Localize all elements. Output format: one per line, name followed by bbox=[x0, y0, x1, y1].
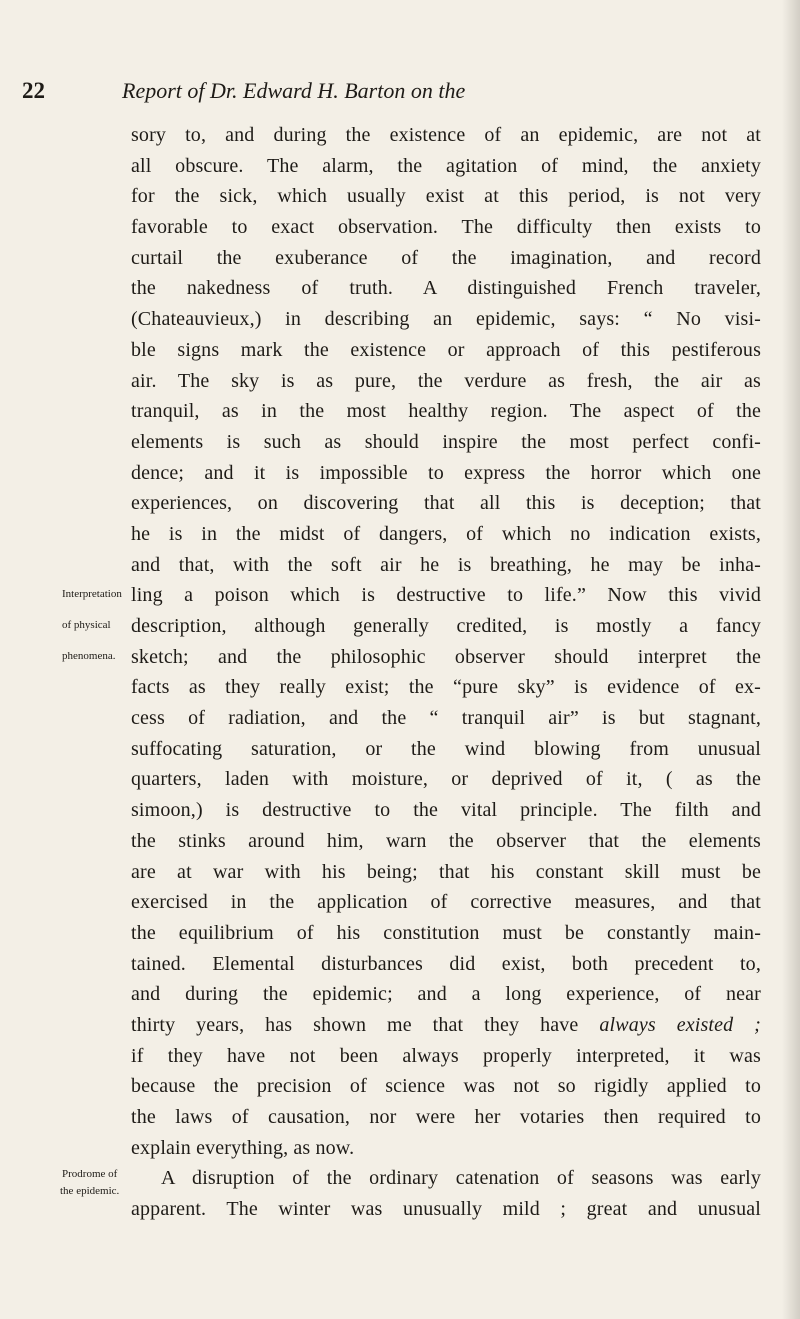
margin-note-interpretation-3 bbox=[62, 650, 115, 662]
text-line: for the sick, which usually exist at this period, is not very bbox=[131, 185, 761, 208]
text-segment: thirty years, has shown me that they have bbox=[131, 1013, 579, 1036]
text-line: A disruption of the ordinary catenation of seasons was early bbox=[161, 1167, 761, 1190]
text-line: ling a poison which is destructive to life.” Now this vivid bbox=[131, 584, 761, 607]
margin-note-line: of physical bbox=[62, 619, 111, 631]
margin-note-prodrome bbox=[62, 1168, 117, 1180]
text-line: (Chateauvieux,) in describing an epidemic, says: “ No visi- bbox=[131, 308, 761, 331]
text-line-with-italic bbox=[131, 1010, 761, 1041]
running-head: Report of Dr. Edward H. Barton on the bbox=[122, 78, 466, 103]
margin-note-interpretation bbox=[62, 588, 122, 600]
text-line: quarters, laden with moisture, or deprived of it, ( as the bbox=[131, 768, 761, 791]
text-line: tranquil, as in the most healthy region. The aspect of the bbox=[131, 400, 761, 423]
text-line: ble signs mark the existence or approach of this pestiferous bbox=[131, 338, 761, 361]
margin-note-line: the epidemic. bbox=[60, 1185, 120, 1197]
text-line: elements is such as should inspire the most perfect confi- bbox=[131, 430, 761, 453]
text-line: sory to, and during the existence of an epidemic, are not at bbox=[131, 124, 761, 146]
margin-note-prodrome-2 bbox=[60, 1185, 119, 1197]
text-line: suffocating saturation, or the wind blowing from unusual bbox=[131, 737, 761, 760]
text-line: and that, with the soft air he is breathing, he may be inha- bbox=[131, 553, 761, 576]
text-line: air. The sky is as pure, the verdure as fresh, the air as bbox=[131, 369, 761, 392]
text-line: dence; and it is impossible to express the horror which one bbox=[131, 461, 761, 484]
text-line: the equilibrium of his constitution must be constantly main- bbox=[131, 921, 761, 944]
italic-phrase: always existed ; bbox=[599, 1013, 761, 1036]
text-line: are at war with his being; that his constant skill must be bbox=[131, 860, 761, 883]
margin-note-interpretation-2 bbox=[62, 619, 111, 631]
margin-note-line: phenomena. bbox=[62, 650, 116, 662]
text-line: facts as they really exist; the “pure sky” is evidence of ex- bbox=[131, 676, 761, 699]
body-text bbox=[131, 120, 761, 1225]
margin-note-line: Prodrome of bbox=[62, 1168, 118, 1180]
text-line: because the precision of science was not so rigidly applied to bbox=[131, 1075, 761, 1098]
margin-note-line: Interpretation bbox=[62, 588, 122, 600]
text-line: experiences, on discovering that all this is deception; that bbox=[131, 492, 761, 515]
text-line: tained. Elemental disturbances did exist, both precedent to, bbox=[131, 952, 761, 975]
text-line: the laws of causation, nor were her votaries then required to bbox=[131, 1106, 761, 1128]
text-line: the stinks around him, warn the observer that the elements bbox=[131, 829, 761, 852]
text-line: the nakedness of truth. A distinguished French traveler, bbox=[131, 277, 761, 300]
text-line: all obscure. The alarm, the agitation of mind, the anxiety bbox=[131, 154, 761, 177]
text-line: exercised in the application of corrective measures, and that bbox=[131, 891, 761, 914]
text-line: cess of radiation, and the “ tranquil air” is but stagnant, bbox=[131, 707, 761, 730]
text-line: curtail the exuberance of the imagination, and record bbox=[131, 246, 761, 269]
text-line: and during the epidemic; and a long experience, of near bbox=[131, 983, 761, 1006]
page-header bbox=[22, 78, 742, 108]
text-line: apparent. The winter was unusually mild ; great and unusual bbox=[131, 1198, 761, 1221]
text-line: description, although generally credited, is mostly a fancy bbox=[131, 615, 761, 637]
text-line: favorable to exact observation. The difficulty then exists to bbox=[131, 216, 761, 239]
page-edge-shadow bbox=[782, 0, 800, 1319]
text-line: explain everything, as now. bbox=[131, 1136, 355, 1159]
page-number: 22 bbox=[22, 78, 45, 103]
text-line: simoon,) is destructive to the vital principle. The filth and bbox=[131, 799, 761, 822]
text-line: he is in the midst of dangers, of which no indication exists, bbox=[131, 522, 761, 545]
text-line: if they have not been always properly interpreted, it was bbox=[131, 1044, 761, 1067]
text-line: sketch; and the philosophic observer should interpret the bbox=[131, 645, 761, 668]
